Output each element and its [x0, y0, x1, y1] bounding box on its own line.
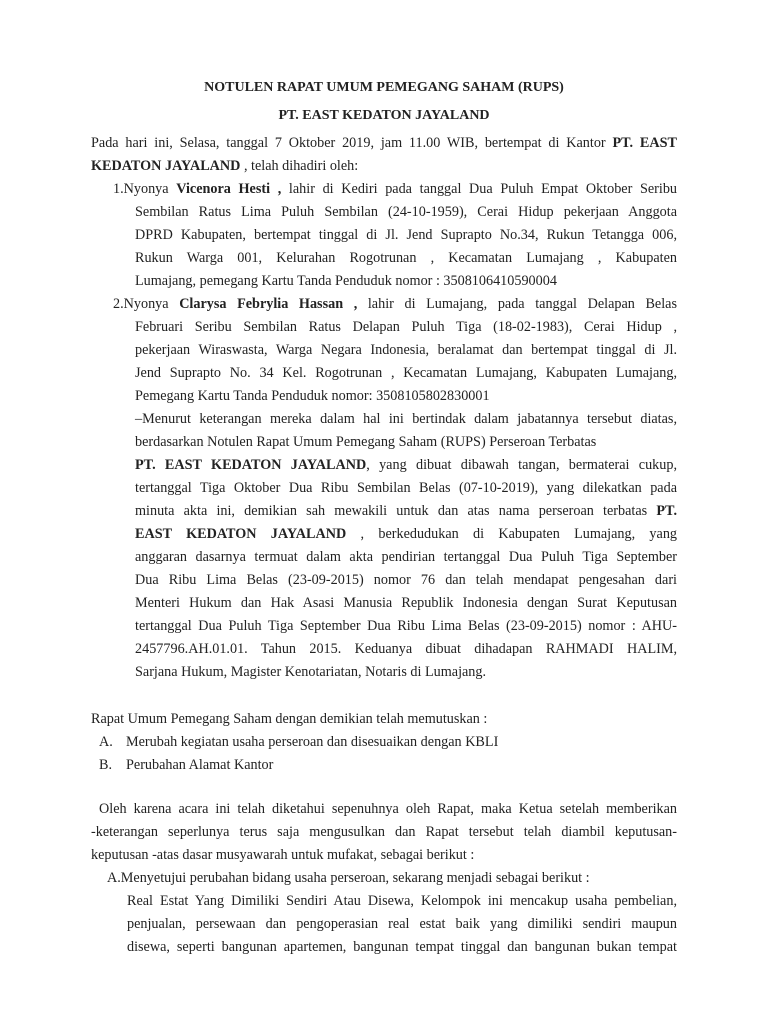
person-2-number: 2.	[113, 296, 124, 312]
person-2-name: Clarysa Febrylia Hassan ,	[179, 296, 358, 312]
resolution-detail-3: disewa, seperti bangunan apartemen, bangunan tempat tinggal dan bangunan bukan tempat	[127, 939, 677, 955]
document-title: NOTULEN RAPAT UMUM PEMEGANG SAHAM (RUPS)	[204, 80, 564, 95]
resolution-line-1: Oleh karena acara ini telah diketahui sepenuhnya oleh Rapat, maka Ketua setelah memberikan	[99, 801, 677, 817]
company-line-8: tertanggal Dua Puluh Tiga September Dua Ribu Lima Belas (23-09-2015) nomor : AHU-	[135, 618, 677, 634]
capacity-line-1: –Menurut keterangan mereka dalam hal ini bertindak dalam jabatannya tersebut diatas,	[135, 411, 677, 427]
resolution-item-a: A.Menyetujui perubahan bidang usaha perseroan, sekarang menjadi sebagai berikut :	[107, 870, 590, 886]
person-2-line-5: Pemegang Kartu Tanda Penduduk nomor: 3508105802830001	[135, 388, 490, 404]
company-line-5: anggaran dasarnya termuat dalam akta pendirian tertanggal Dua Puluh Tiga September	[135, 549, 677, 565]
company-title: PT. EAST KEDATON JAYALAND	[278, 108, 490, 123]
person-1-line-2: Sembilan Ratus Lima Puluh Sembilan (24-10-1959), Cerai Hidup pekerjaan Anggota	[135, 204, 677, 220]
intro-line-1: Pada hari ini, Selasa, tanggal 7 Oktober 2019, jam 11.00 WIB, bertempat di Kantor PT. EAST	[91, 135, 677, 151]
decision-intro: Rapat Umum Pemegang Saham dengan demikian telah memutuskan :	[91, 711, 488, 727]
resolution-line-3: keputusan -atas dasar musyawarah untuk mufakat, sebagai berikut :	[91, 847, 475, 863]
person-1-line-1: 1.Nyonya Vicenora Hesti , lahir di Kediri pada tanggal Dua Puluh Empat Oktober Seribu	[113, 181, 678, 197]
company-line-6: Dua Ribu Lima Belas (23-09-2015) nomor 76 dan telah mendapat pengesahan dari	[135, 572, 677, 588]
intro-line-2: KEDATON JAYALAND , telah dihadiri oleh:	[91, 158, 359, 174]
decision-item-b-label: B.	[99, 757, 113, 773]
person-2-line-3: pekerjaan Wiraswasta, Warga Negara Indonesia, beralamat dan bertempat tinggal di Jl.	[135, 342, 677, 358]
person-1-name: Vicenora Hesti ,	[176, 181, 282, 197]
decision-item-b-text: Perubahan Alamat Kantor	[126, 757, 274, 773]
person-2-line-1: 2.Nyonya Clarysa Febrylia Hassan , lahir di Lumajang, pada tanggal Delapan Belas	[113, 296, 677, 312]
decision-item-a-label: A.	[99, 734, 113, 750]
person-2-line-4: Jend Suprapto No. 34 Kel. Rogotrunan , Kecamatan Lumajang, Kabupaten Lumajang,	[135, 365, 677, 381]
person-1-line-5: Lumajang, pemegang Kartu Tanda Penduduk nomor : 3508106410590004	[135, 273, 557, 289]
resolution-line-2: -keterangan seperlunya terus saja mengusulkan dan Rapat tersebut telah diambil keputusan-	[91, 824, 677, 840]
company-line-9: 2457796.AH.01.01. Tahun 2015. Keduanya dibuat dihadapan RAHMADI HALIM,	[135, 641, 677, 657]
person-1-number: 1.	[113, 181, 124, 197]
company-line-7: Menteri Hukum dan Hak Asasi Manusia Republik Indonesia dengan Surat Keputusan	[135, 595, 677, 611]
company-line-4: EAST KEDATON JAYALAND , berkedudukan di Kabupaten Lumajang, yang	[135, 526, 678, 542]
resolution-detail-2: penjualan, persewaan dan pengoperasian real estat baik yang dimiliki sendiri maupun	[127, 916, 677, 932]
company-line-3: minuta akta ini, demikian sah mewakili untuk dan atas nama perseroan terbatas PT.	[135, 503, 677, 519]
capacity-line-2: berdasarkan Notulen Rapat Umum Pemegang Saham (RUPS) Perseroan Terbatas	[135, 434, 597, 450]
company-line-10: Sarjana Hukum, Magister Kenotariatan, Notaris di Lumajang.	[135, 664, 487, 680]
company-line-2: tertanggal Tiga Oktober Dua Ribu Sembilan Belas (07-10-2019), yang dilekatkan pada	[135, 480, 677, 496]
company-line-1: PT. EAST KEDATON JAYALAND, yang dibuat dibawah tangan, bermaterai cukup,	[135, 457, 677, 473]
person-1-line-3: DPRD Kabupaten, bertempat tinggal di Jl. Jend Suprapto No.34, Rukun Tetangga 006,	[135, 227, 677, 243]
decision-item-a-text: Merubah kegiatan usaha perseroan dan disesuaikan dengan KBLI	[126, 734, 499, 750]
person-1-line-4: Rukun Warga 001, Kelurahan Rogotrunan , Kecamatan Lumajang , Kabupaten	[135, 250, 677, 266]
resolution-detail-1: Real Estat Yang Dimiliki Sendiri Atau Disewa, Kelompok ini mencakup usaha pembelian,	[127, 893, 677, 909]
person-2-line-2: Februari Seribu Sembilan Ratus Delapan Puluh Tiga (18-02-1983), Cerai Hidup ,	[135, 319, 677, 335]
